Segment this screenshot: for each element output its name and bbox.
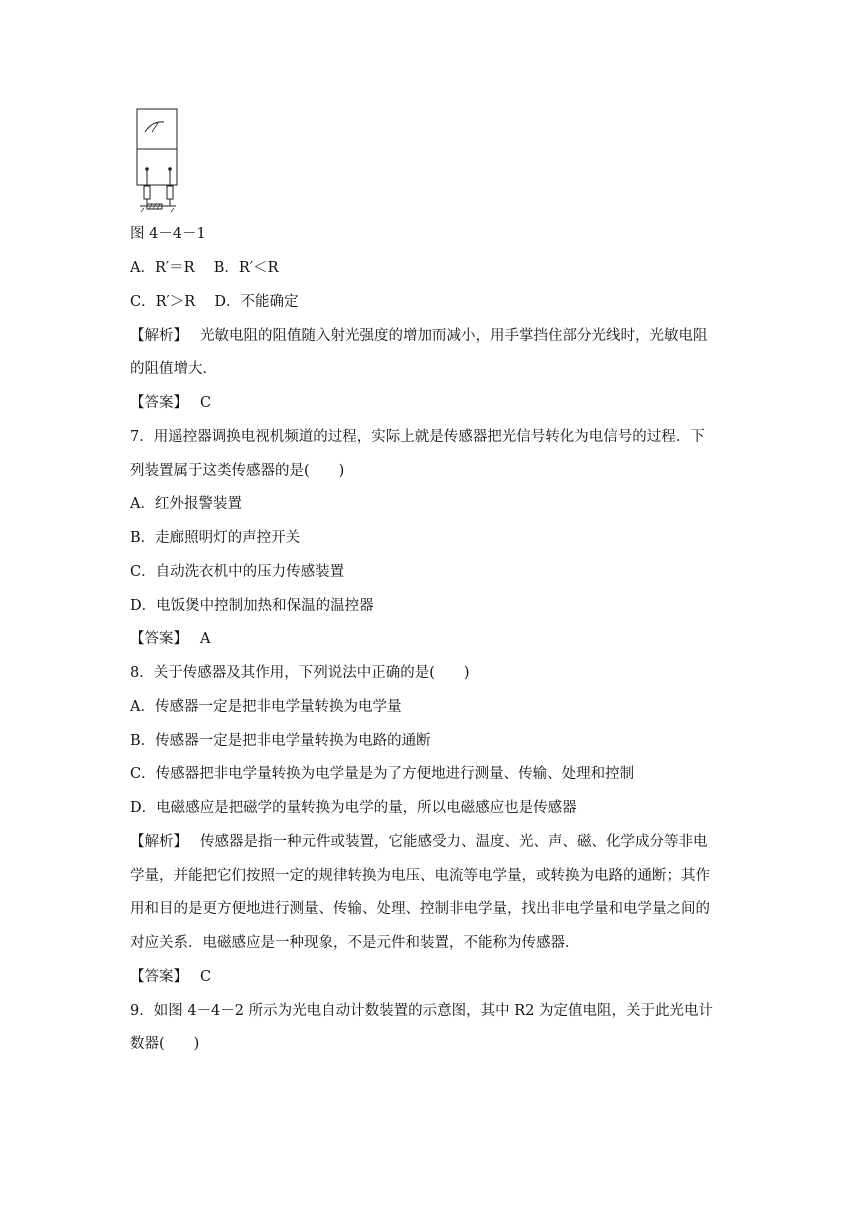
answer-line <box>130 393 211 413</box>
ohmmeter-diagram <box>130 108 178 214</box>
analysis-paragraph <box>130 326 708 346</box>
analysis-text: 光敏电阻的阻值随入射光强度的增加而减小，用手掌挡住部分光线时，光敏电阻 <box>200 328 708 344</box>
analysis-line: 用和目的是更方便地进行测量、传输、处理、控制非电学量，找出非电学量和电学量之间的 <box>130 901 710 917</box>
answer-label: 【答案】 <box>130 395 188 411</box>
option-item: A．传感器一定是把非电学量转换为电学量 <box>130 699 402 715</box>
option-item: D．电饭煲中控制加热和保温的温控器 <box>130 598 374 614</box>
question-stem: 7．用遥控器调换电视机频道的过程，实际上就是传感器把光信号转化为电信号的过程．下 <box>130 429 705 445</box>
analysis-line: 的阻值增大． <box>130 361 217 377</box>
figure-caption: 图 4－4－1 <box>130 226 206 242</box>
answer-line <box>130 967 211 987</box>
option-item: C．传感器把非电学量转换为电学量是为了方便地进行测量、传输、处理和控制 <box>130 766 635 782</box>
question-stem: 数器( ) <box>130 1036 200 1052</box>
answer-line <box>130 629 210 649</box>
option-item: B．传感器一定是把非电学量转换为电路的通断 <box>130 733 431 749</box>
question-stem: 8．关于传感器及其作用，下列说法中正确的是( ) <box>130 665 470 681</box>
question-stem: 9．如图 4－4－2 所示为光电自动计数装置的示意图，其中 R2 为定值电阻，关于此光电计 <box>130 1003 713 1019</box>
option-ab: A．R′＝R B．R′＜R <box>130 260 279 276</box>
answer-value: C <box>200 969 212 985</box>
question-stem: 列装置属于这类传感器的是( ) <box>130 463 345 479</box>
ohmmeter-figure <box>130 108 176 214</box>
analysis-label: 【解析】 <box>130 834 188 850</box>
option-item: C．自动洗衣机中的压力传感装置 <box>130 564 345 580</box>
option-item: B．走廊照明灯的声控开关 <box>130 530 301 546</box>
option-cd: C．R′＞R D．不能确定 <box>130 294 299 310</box>
answer-label: 【答案】 <box>130 969 188 985</box>
analysis-text: 传感器是指一种元件或装置，它能感受力、温度、光、声、磁、化学成分等非电 <box>200 834 708 850</box>
answer-label: 【答案】 <box>130 631 188 647</box>
analysis-paragraph <box>130 832 708 852</box>
analysis-line: 学量，并能把它们按照一定的规律转换为电压、电流等电学量，或转换为电路的通断；其作 <box>130 868 710 884</box>
option-item: D．电磁感应是把磁学的量转换为电学的量，所以电磁感应也是传感器 <box>130 800 577 816</box>
analysis-label: 【解析】 <box>130 328 188 344</box>
answer-value: A <box>200 631 211 647</box>
option-item: A．红外报警装置 <box>130 496 242 512</box>
answer-value: C <box>200 395 212 411</box>
analysis-line: 对应关系．电磁感应是一种现象，不是元件和装置，不能称为传感器． <box>130 935 580 951</box>
